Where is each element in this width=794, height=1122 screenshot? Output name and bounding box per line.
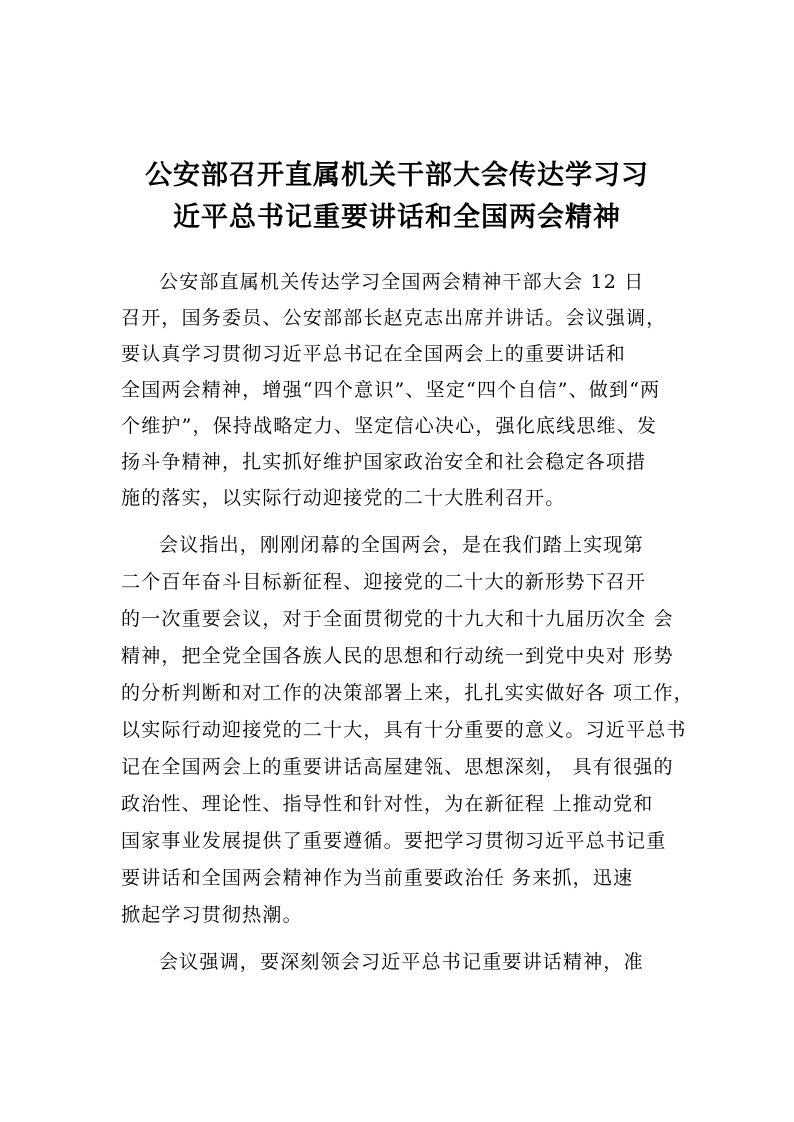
body-line: 二个百年奋斗目标新征程、迎接党的二十大的新形势下召开	[121, 571, 647, 593]
body-line: 的分析判断和对工作的决策部署上来，扎扎实实做好各 项工作，	[121, 682, 694, 704]
body-line: 要认真学习贯彻习近平总书记在全国两会上的重要讲话和	[121, 343, 627, 365]
body-line: 政治性、理论性、指导性和针对性，为在新征程 上推动党和	[121, 793, 654, 815]
body-line: 召开，国务委员、公安部部长赵克志出席并讲话。会议强调，	[121, 307, 667, 329]
body-line: 施的落实，以实际行动迎接党的二十大胜利召开。	[121, 487, 566, 509]
document-title-line-1: 公安部召开直属机关干部大会传达学习习	[145, 160, 649, 191]
body-line: 的一次重要会议，对于全面贯彻党的十九大和十九届历次全 会	[121, 608, 674, 630]
body-line: 以实际行动迎接党的二十大，具有十分重要的意义。习近平总书	[121, 719, 687, 741]
body-line: 国家事业发展提供了重要遵循。要把学习贯彻习近平总书记重	[121, 830, 667, 852]
body-line: 精神，把全党全国各族人民的思想和行动统一到党中央对 形势	[121, 645, 674, 667]
body-line: 掀起学习贯彻热潮。	[121, 904, 303, 926]
document-title-line-2: 近平总书记重要讲话和全国两会精神	[173, 202, 621, 233]
body-line: 公安部直属机关传达学习全国两会精神干部大会 12 日	[159, 271, 645, 293]
body-line: 记在全国两会上的重要讲话高屋建瓴、思想深刻， 具有很强的	[121, 756, 674, 778]
body-line: 个维护”，保持战略定力、坚定信心决心，强化底线思维、发	[121, 415, 658, 437]
body-line: 要讲话和全国两会精神作为当前重要政治任 务来抓，迅速	[121, 867, 634, 889]
body-line: 扬斗争精神，扎实抓好维护国家政治安全和社会稳定各项措	[121, 451, 647, 473]
body-line: 会议强调，要深刻领会习近平总书记重要讲话精神，准	[159, 951, 644, 973]
body-line: 会议指出，刚刚闭幕的全国两会，是在我们踏上实现第	[159, 534, 644, 556]
body-line: 全国两会精神，增强“四个意识”、坚定“四个自信”、做到“两	[121, 379, 661, 401]
